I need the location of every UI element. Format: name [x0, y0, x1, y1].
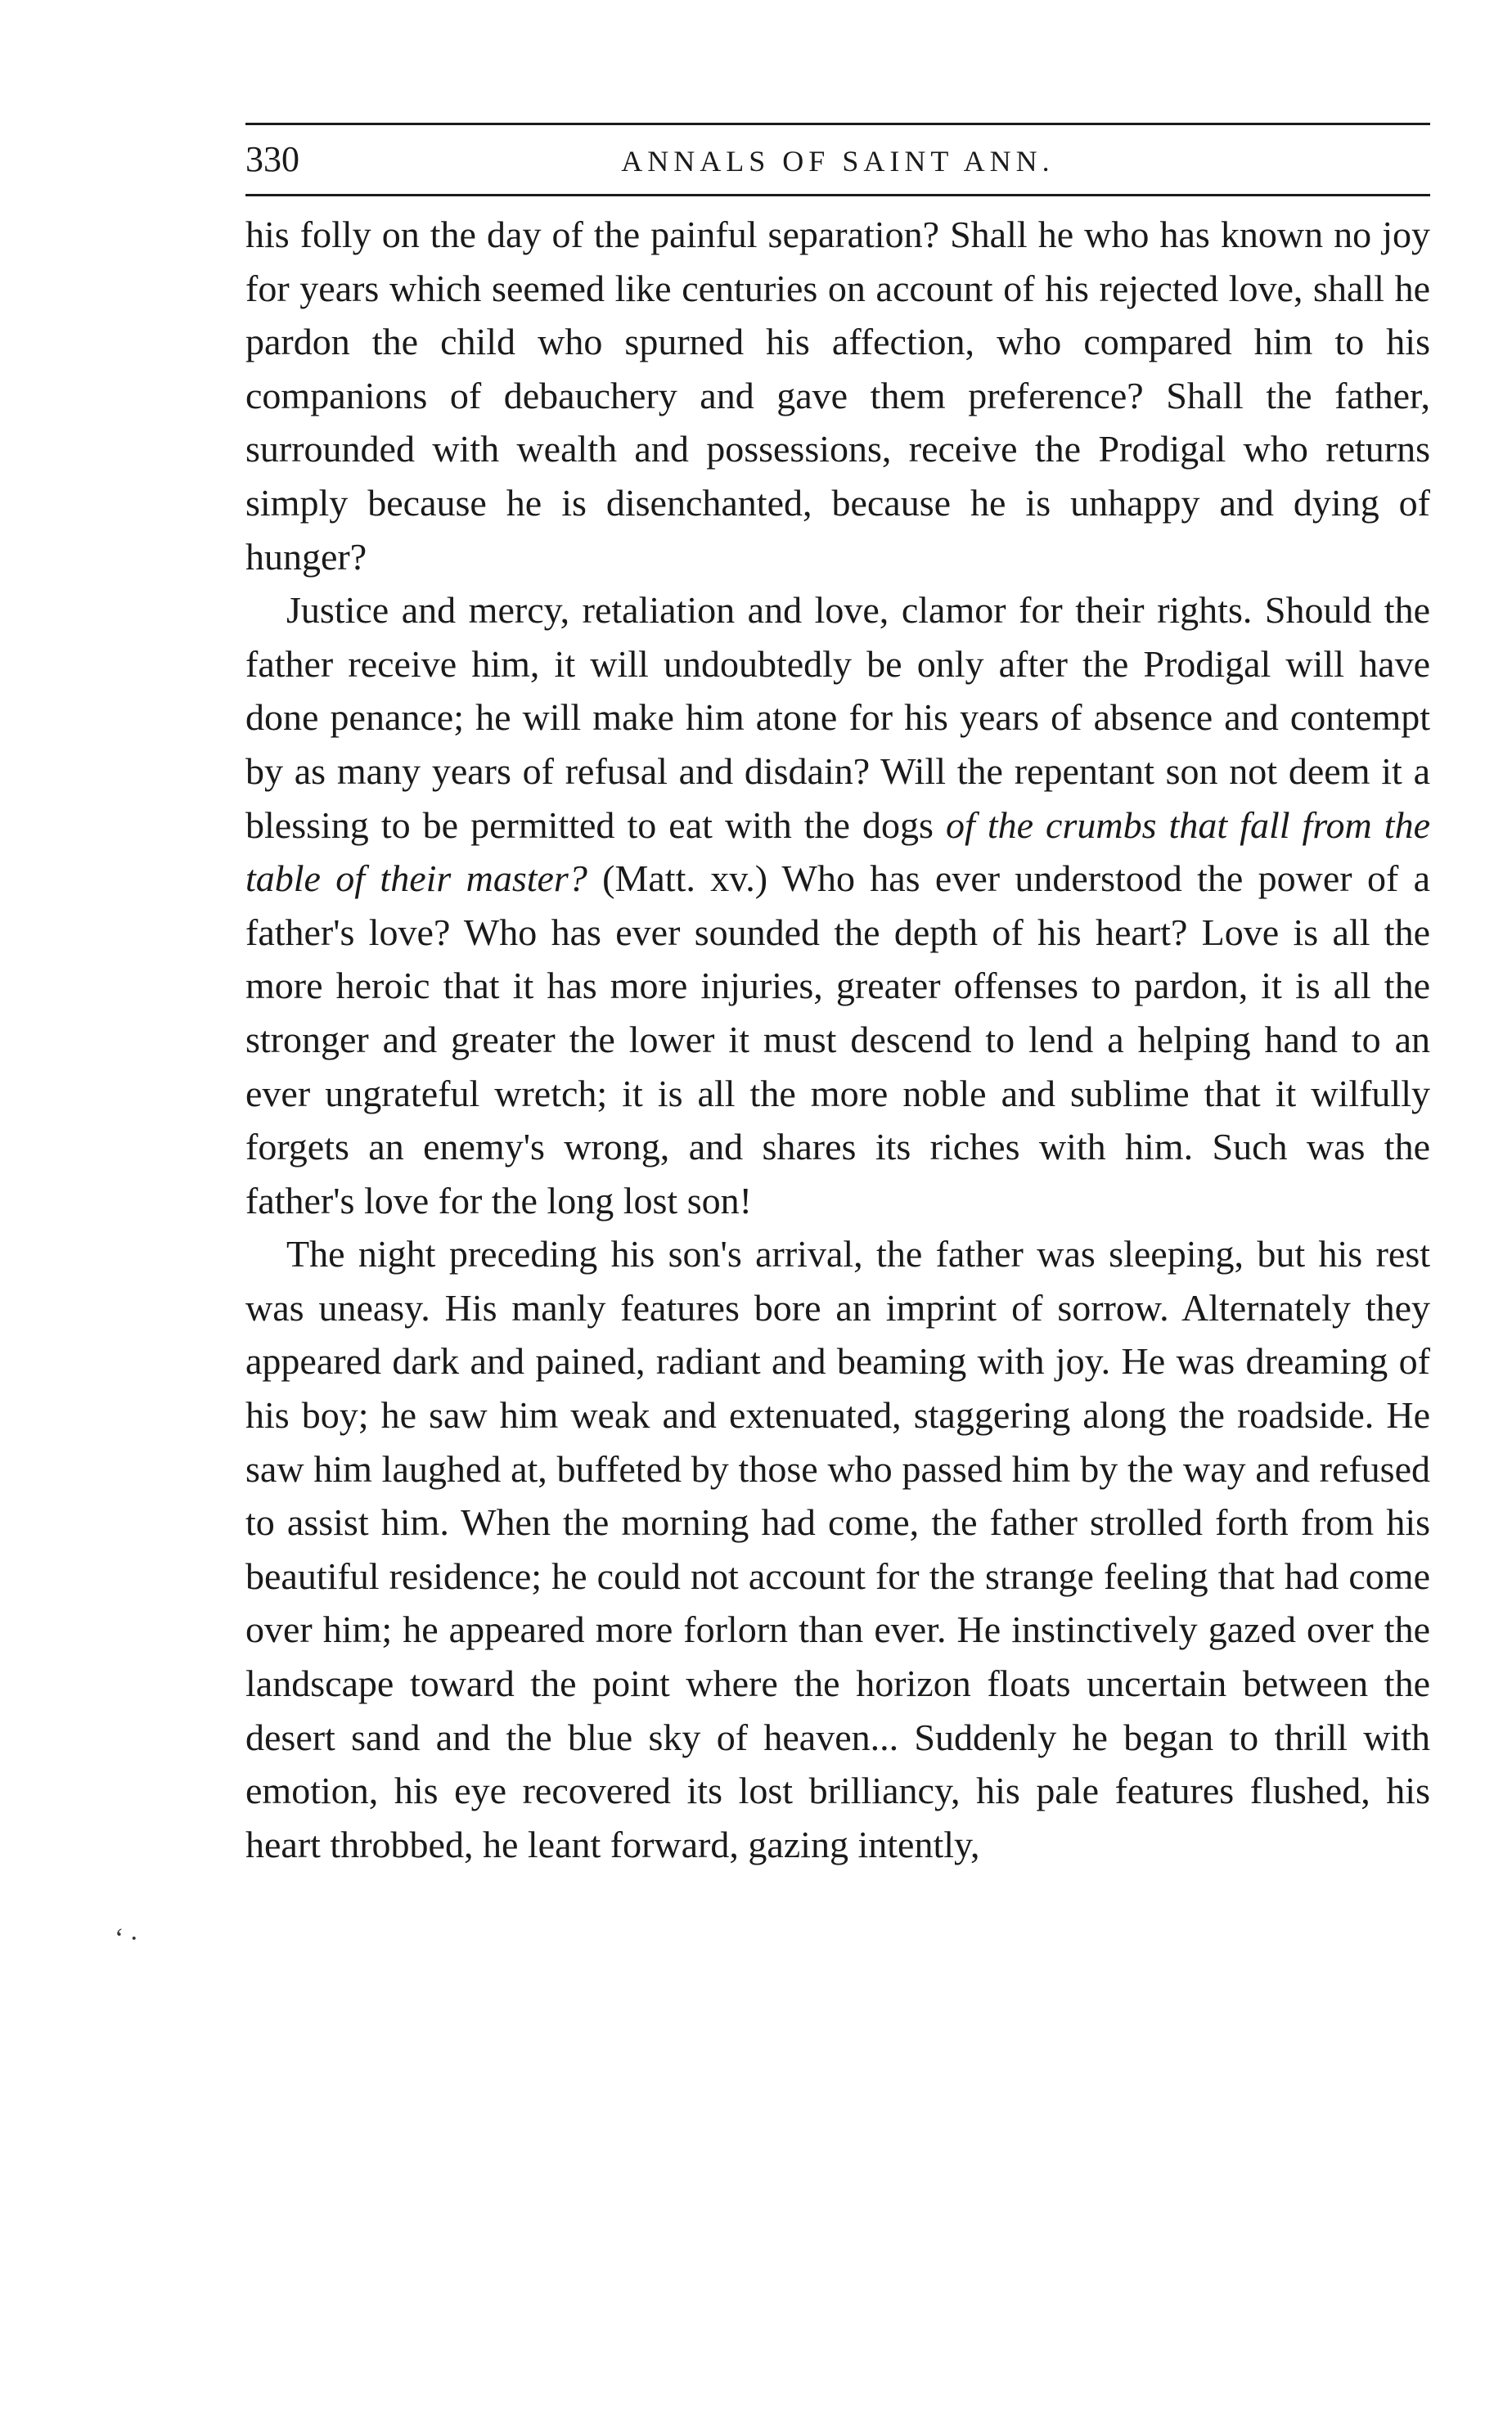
header-bottom-rule [245, 194, 1430, 196]
running-title: ANNALS OF SAINT ANN. [621, 145, 1055, 178]
page-number: 330 [245, 139, 299, 179]
page-header [245, 125, 1430, 194]
paragraph-2 [245, 583, 1430, 1227]
scripture-quote: of the crumbs that fall from the table of their master? [245, 803, 1430, 900]
paragraph-3: The night preceding his son's arrival, the father was sleeping, but his rest was uneasy. His manly features bore an imprint of sorrow. Alternately they appeared dark and pained, radiant and beaming with joy. He was dreaming of his boy; he saw him weak and extenuated, staggering along the roadside. He saw him laughed at, buffeted by those who passed him by the way and refused to assist him. When the morning had come, the father strolled forth from his beautiful residence; he could not account for the strange feeling that had come over him; he appeared more forlorn than ever. He instinctively gazed over the landscape toward the point where the horizon floats uncertain between the desert sand and the blue sky of heaven... Suddenly he began to thrill with emotion, his eye recovered its lost brilliancy, his pale features flushed, his heart throbbed, he leant forward, gazing intently, [245, 1233, 1430, 1865]
book-page [245, 123, 1430, 1871]
paragraph-1: his folly on the day of the painful separation? Shall he who has known no joy for years which seemed like centuries on account of his rejected love, shall he pardon the child who spurned his affection, who compared him to his companions of debauchery and gave them preference? Shall the father, surrounded with wealth and possessions, receive the Prodigal who returns simply because he is disenchanted, because he is unhappy and dying of hunger? [245, 214, 1430, 578]
margin-specks: ‘ · [115, 1923, 139, 1954]
paragraph-2-text-b: (Matt. xv.) Who has ever understood the power of a father's love? Who has ever sounded the depth of his heart? Love is all the more heroic that it has more injuries, greater offenses to pardon, it is all the stronger and greater the lower it must descend to lend a helping hand to an ever ungrateful wretch; it is all the more noble and sublime that it wilfully forgets an enemy's wrong, and shares its riches with him. Such was the father's love for the long lost son! [245, 857, 1431, 1221]
body-text [245, 208, 1430, 1871]
paragraph-2-text-a: Justice and mercy, retaliation and love, clamor for their rights. Should the father receive him, it will undoubtedly be only after the Prodigal will have done penance; he will make him atone for his years of absence and contempt by as many years of refusal and disdain? Will the repentant son not deem it a blessing to be permitted to eat with the dogs [245, 589, 1430, 846]
